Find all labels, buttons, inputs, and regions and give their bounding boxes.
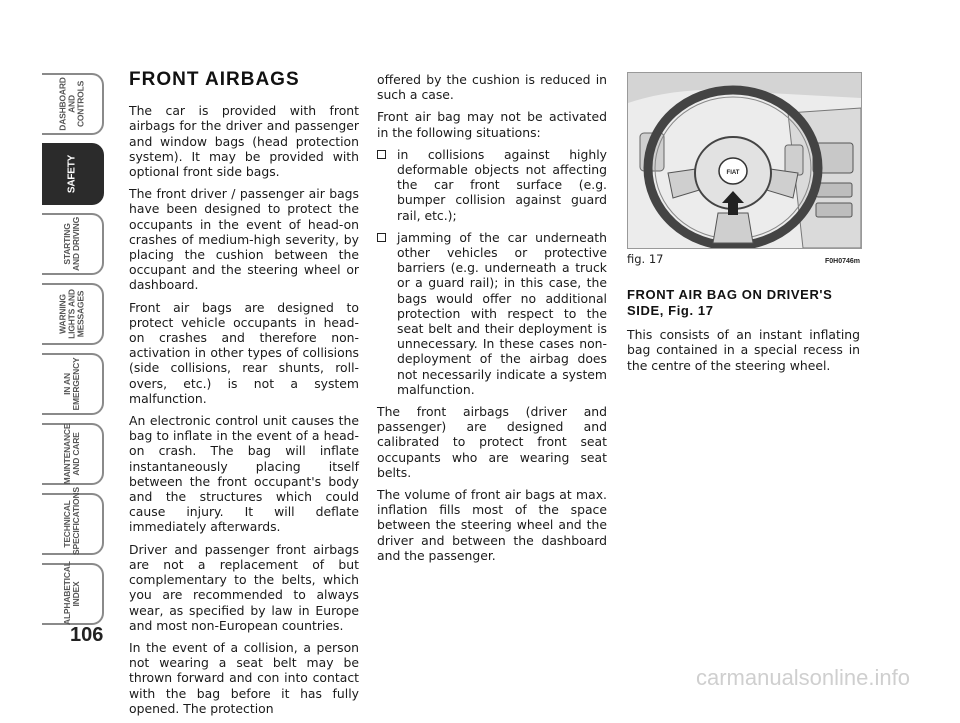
watermark: carmanualsonline.info xyxy=(695,665,910,690)
paragraph: An electronic control unit causes the bag to inflate in the event of a head-on crash. The bag will inflate instantaneously placing itself between the front occupant's body and the structures which could cause injury. It will deflate immediately afterwards. xyxy=(129,413,359,535)
paragraph: The front airbags (driver and passenger) are designed and calibrated to protect front seat occupants who are wearing seat belts. xyxy=(377,404,607,480)
paragraph: The front driver / passenger air bags have been designed to protect the occupants in the event of head-on crashes of medium-high severity, by placing the cushion between the occupant and the steering wheel or dashboard. xyxy=(129,186,359,293)
paragraph: Driver and passenger front airbags are not a replacement of but complementary to the belts, which you are recommended to always wear, as specified by law in Europe and most non-European countries. xyxy=(129,541,359,633)
tab-alphabetical-index[interactable] xyxy=(42,563,104,625)
paragraph: Front air bag may not be activated in the following situations: xyxy=(377,109,607,140)
tab-safety[interactable] xyxy=(42,143,104,205)
column-1 xyxy=(129,69,359,723)
page-number: 106 xyxy=(70,624,104,646)
paragraph: The car is provided with front airbags for the driver and passenger and window bags (head protection system). It may be provided with optional front side bags. xyxy=(129,103,359,180)
paragraph: offered by the cushion is reduced in such a case. xyxy=(377,72,607,103)
tab-label: IN AN EMERGENCY xyxy=(62,357,81,411)
steering-wheel-figure xyxy=(627,72,862,249)
tab-starting-and-driving[interactable] xyxy=(42,213,104,275)
tab-technical-specifications[interactable] xyxy=(42,487,104,555)
tab-warning-lights-and-messages[interactable] xyxy=(42,283,104,345)
paragraph: Front air bags are designed to protect vehicle occupants in head-on crashes and therefore non-activation in other types of collisions (side collisions, rear shunts, roll-overs, etc.) is not a system malfunction. xyxy=(129,299,359,406)
section-heading: FRONT AIR BAG ON DRIVER'S SIDE, Fig. 17 xyxy=(627,287,833,319)
tab-label: TECHNICAL SPECIFICATIONS xyxy=(62,487,81,555)
list-item-text: jamming of the car underneath other vehicles or protective barriers (e.g. underneath a truck or a guard rail); in this case, the bags would offer no additional protection with respect to the seat belt and their deployment is unnecessary. In these cases non-deployment of the airbag does not necessarily indicate a system malfunction. xyxy=(397,229,607,397)
checkbox-bullet-icon xyxy=(377,233,391,242)
paragraph: The volume of front air bags at max. inflation fills most of the space between the steering wheel and the driver and between the dashboard and the passenger. xyxy=(377,487,607,563)
tab-dashboard-and-controls[interactable] xyxy=(42,73,104,135)
page-title: FRONT AIRBAGS xyxy=(129,69,300,90)
tab-label: ALPHABETICAL INDEX xyxy=(62,561,81,625)
tab-label: WARNING LIGHTS AND MESSAGES xyxy=(57,289,86,339)
list-item-text: in collisions against highly deformable objects not affecting the car front surface (e.g. bumper collision against guard rail, etc.); xyxy=(397,146,607,223)
fiat-badge: FIAT xyxy=(726,170,740,176)
tab-in-an-emergency[interactable] xyxy=(42,353,104,415)
paragraph: This consists of an instant inflating bag contained in a special recess in the centre of the steering wheel. xyxy=(627,327,860,373)
tab-maintenance-and-care[interactable] xyxy=(42,423,104,485)
figure-code: F0H0746m xyxy=(824,258,860,265)
list-item xyxy=(377,147,607,223)
column-3 xyxy=(627,72,860,380)
chapter-tabs xyxy=(42,73,104,633)
paragraph: In the event of a collision, a person not wearing a seat belt may be thrown forward and con into contact with the bag before it has fully opened. The protection xyxy=(129,639,359,716)
list-item xyxy=(377,230,607,397)
tab-label: STARTING AND DRIVING xyxy=(62,217,81,271)
figure-caption xyxy=(627,252,860,269)
steering-wheel-illustration xyxy=(628,73,861,248)
figure-label: fig. 17 xyxy=(627,252,664,266)
checkbox-bullet-icon xyxy=(377,150,391,159)
column-2 xyxy=(377,72,607,570)
tab-label: DASHBOARD AND CONTROLS xyxy=(57,77,86,131)
tab-label: MAINTENANCE AND CARE xyxy=(62,423,81,485)
tab-label: SAFETY xyxy=(66,154,78,194)
